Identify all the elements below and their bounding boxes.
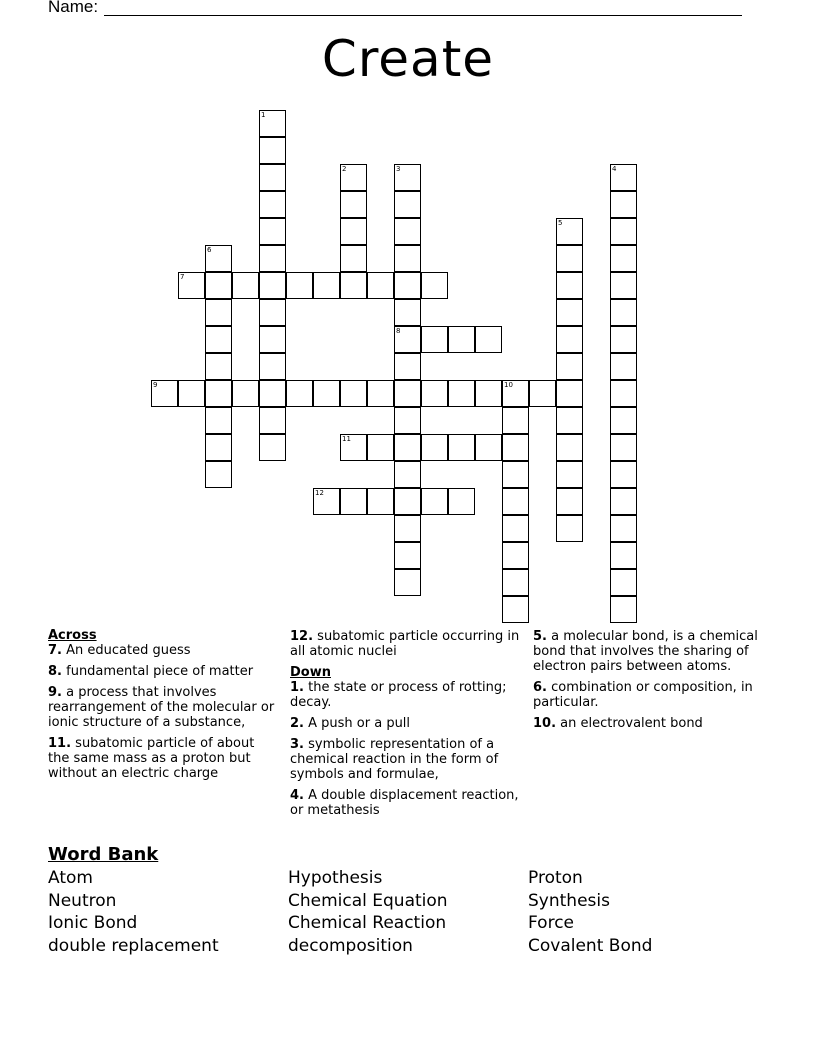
crossword-cell[interactable] xyxy=(259,353,286,380)
crossword-cell[interactable] xyxy=(610,407,637,434)
cell-number: 10 xyxy=(504,381,513,389)
crossword-cell[interactable] xyxy=(502,407,529,434)
clue-down-2 xyxy=(290,716,522,731)
crossword-cell[interactable] xyxy=(340,434,367,461)
clue-number: 5. xyxy=(533,629,547,644)
crossword-cell[interactable] xyxy=(205,299,232,326)
crossword-cell[interactable] xyxy=(178,380,205,407)
crossword-cell[interactable] xyxy=(340,272,367,299)
word-bank-item: Atom xyxy=(48,868,93,888)
crossword-cell[interactable] xyxy=(259,164,286,191)
crossword-cell[interactable] xyxy=(340,245,367,272)
crossword-cell[interactable] xyxy=(475,434,502,461)
crossword-cell[interactable] xyxy=(178,272,205,299)
crossword-cell[interactable] xyxy=(448,326,475,353)
word-bank-item: Ionic Bond xyxy=(48,913,138,933)
clue-number: 12. xyxy=(290,629,314,644)
crossword-cell[interactable] xyxy=(421,326,448,353)
crossword-cell[interactable] xyxy=(475,326,502,353)
cell-number: 9 xyxy=(153,381,158,389)
crossword-cell[interactable] xyxy=(394,380,421,407)
clue-number: 2. xyxy=(290,716,304,731)
crossword-cell[interactable] xyxy=(556,461,583,488)
crossword-cell[interactable] xyxy=(394,218,421,245)
crossword-cell[interactable] xyxy=(205,407,232,434)
crossword-cell[interactable] xyxy=(529,380,556,407)
clue-text: the state or process of rotting; decay. xyxy=(290,680,507,710)
crossword-cell[interactable] xyxy=(367,488,394,515)
crossword-cell[interactable] xyxy=(394,515,421,542)
crossword-cell[interactable] xyxy=(367,434,394,461)
crossword-cell[interactable] xyxy=(448,434,475,461)
word-bank-item: decomposition xyxy=(288,936,413,956)
crossword-cell[interactable] xyxy=(394,299,421,326)
crossword-cell[interactable] xyxy=(610,245,637,272)
crossword-cell[interactable] xyxy=(394,407,421,434)
crossword-cell[interactable] xyxy=(610,434,637,461)
crossword-cell[interactable] xyxy=(259,110,286,137)
clue-column-1 xyxy=(48,628,278,787)
crossword-cell[interactable] xyxy=(556,407,583,434)
crossword-cell[interactable] xyxy=(556,272,583,299)
word-bank-item: Proton xyxy=(528,868,583,888)
crossword-cell[interactable] xyxy=(556,515,583,542)
clue-number: 9. xyxy=(48,685,62,700)
word-bank-item: Neutron xyxy=(48,891,117,911)
crossword-cell[interactable] xyxy=(205,380,232,407)
crossword-cell[interactable] xyxy=(205,272,232,299)
crossword-cell[interactable] xyxy=(394,542,421,569)
cell-number: 8 xyxy=(396,327,401,335)
clue-down-10 xyxy=(533,716,768,731)
crossword-cell[interactable] xyxy=(205,461,232,488)
cell-number: 7 xyxy=(180,273,185,281)
crossword-cell[interactable] xyxy=(259,407,286,434)
crossword-cell[interactable] xyxy=(286,272,313,299)
clue-down-4 xyxy=(290,788,522,818)
clue-column-2 xyxy=(290,629,522,824)
crossword-cell[interactable] xyxy=(502,434,529,461)
word-bank-item: Force xyxy=(528,913,574,933)
crossword-cell[interactable] xyxy=(556,299,583,326)
crossword-cell[interactable] xyxy=(394,326,421,353)
crossword-cell[interactable] xyxy=(610,299,637,326)
crossword-cell[interactable] xyxy=(394,245,421,272)
crossword-cell[interactable] xyxy=(502,380,529,407)
cell-number: 2 xyxy=(342,165,347,173)
word-bank-item: Covalent Bond xyxy=(528,936,653,956)
word-bank-title: Word Bank xyxy=(48,844,159,865)
crossword-cell[interactable] xyxy=(610,191,637,218)
crossword-cell[interactable] xyxy=(556,434,583,461)
word-bank-item: Chemical Reaction xyxy=(288,913,447,933)
crossword-cell[interactable] xyxy=(502,515,529,542)
crossword-cell[interactable] xyxy=(556,326,583,353)
crossword-cell[interactable] xyxy=(421,434,448,461)
crossword-cell[interactable] xyxy=(610,488,637,515)
crossword-cell[interactable] xyxy=(610,461,637,488)
crossword-cell[interactable] xyxy=(610,164,637,191)
crossword-cell[interactable] xyxy=(394,272,421,299)
crossword-cell[interactable] xyxy=(340,191,367,218)
clue-down-5 xyxy=(533,629,768,674)
clue-text: symbolic representation of a chemical reaction in the form of symbols and formulae, xyxy=(290,737,499,782)
crossword-cell[interactable] xyxy=(259,245,286,272)
clue-column-3 xyxy=(533,629,768,737)
clue-text: An educated guess xyxy=(66,643,191,658)
crossword-cell[interactable] xyxy=(448,488,475,515)
crossword-cell[interactable] xyxy=(556,353,583,380)
name-label: Name: xyxy=(48,0,99,16)
word-bank-item: Synthesis xyxy=(528,891,610,911)
crossword-cell[interactable] xyxy=(259,380,286,407)
crossword-cell[interactable] xyxy=(394,434,421,461)
crossword-cell[interactable] xyxy=(340,218,367,245)
clue-number: 3. xyxy=(290,737,304,752)
crossword-cell[interactable] xyxy=(259,326,286,353)
crossword-cell[interactable] xyxy=(394,353,421,380)
crossword-cell[interactable] xyxy=(475,380,502,407)
crossword-cell[interactable] xyxy=(394,488,421,515)
cell-number: 11 xyxy=(342,435,351,443)
cell-number: 12 xyxy=(315,489,324,497)
clue-text: combination or composition, in particular. xyxy=(533,680,753,710)
clue-number: 10. xyxy=(533,716,557,731)
clue-number: 4. xyxy=(290,788,304,803)
crossword-cell[interactable] xyxy=(421,488,448,515)
cell-number: 3 xyxy=(396,165,401,173)
crossword-cell[interactable] xyxy=(232,272,259,299)
crossword-cell[interactable] xyxy=(610,515,637,542)
crossword-cell[interactable] xyxy=(502,569,529,596)
crossword-cell[interactable] xyxy=(313,272,340,299)
crossword-cell[interactable] xyxy=(205,434,232,461)
crossword-cell[interactable] xyxy=(556,218,583,245)
crossword-cell[interactable] xyxy=(610,596,637,623)
word-bank-item: double replacement xyxy=(48,936,219,956)
word-bank-item: Hypothesis xyxy=(288,868,383,888)
crossword-cell[interactable] xyxy=(259,218,286,245)
clue-text: an electrovalent bond xyxy=(560,716,703,731)
crossword-cell[interactable] xyxy=(556,488,583,515)
crossword-cell[interactable] xyxy=(286,380,313,407)
across-heading: Across xyxy=(48,628,97,643)
crossword-cell[interactable] xyxy=(340,164,367,191)
crossword-cell[interactable] xyxy=(610,569,637,596)
clue-across-11 xyxy=(48,736,278,781)
crossword-cell[interactable] xyxy=(610,326,637,353)
crossword-cell[interactable] xyxy=(259,137,286,164)
crossword-cell[interactable] xyxy=(151,380,178,407)
crossword-cell[interactable] xyxy=(313,380,340,407)
clue-text: subatomic particle occurring in all atomic nuclei xyxy=(290,629,520,659)
clue-text: a process that involves rearrangement of the molecular or ionic structure of a substance, xyxy=(48,685,275,730)
crossword-cell[interactable] xyxy=(394,461,421,488)
crossword-cell[interactable] xyxy=(340,380,367,407)
crossword-cell[interactable] xyxy=(205,326,232,353)
crossword-cell[interactable] xyxy=(502,542,529,569)
crossword-cell[interactable] xyxy=(313,488,340,515)
crossword-cell[interactable] xyxy=(259,191,286,218)
crossword-cell[interactable] xyxy=(205,353,232,380)
crossword-cell[interactable] xyxy=(394,569,421,596)
crossword-cell[interactable] xyxy=(232,380,259,407)
crossword-cell[interactable] xyxy=(421,272,448,299)
word-bank-item: Chemical Equation xyxy=(288,891,448,911)
crossword-cell[interactable] xyxy=(205,245,232,272)
clue-down-1 xyxy=(290,680,522,710)
clue-across-7 xyxy=(48,643,278,658)
crossword-cell[interactable] xyxy=(502,596,529,623)
down-heading: Down xyxy=(290,665,331,680)
crossword-cell[interactable] xyxy=(340,488,367,515)
clue-number: 7. xyxy=(48,643,62,658)
cell-number: 5 xyxy=(558,219,563,227)
crossword-cell[interactable] xyxy=(394,164,421,191)
clue-number: 1. xyxy=(290,680,304,695)
crossword-cell[interactable] xyxy=(556,245,583,272)
crossword-cell[interactable] xyxy=(610,353,637,380)
crossword-cell[interactable] xyxy=(610,542,637,569)
crossword-cell[interactable] xyxy=(259,272,286,299)
crossword-cell[interactable] xyxy=(502,461,529,488)
crossword-cell[interactable] xyxy=(259,299,286,326)
cell-number: 4 xyxy=(612,165,617,173)
clue-down-6 xyxy=(533,680,768,710)
crossword-cell[interactable] xyxy=(367,380,394,407)
clue-number: 8. xyxy=(48,664,62,679)
crossword-cell[interactable] xyxy=(448,380,475,407)
clue-text: A push or a pull xyxy=(308,716,411,731)
clue-across-12 xyxy=(290,629,522,659)
crossword-cell[interactable] xyxy=(394,191,421,218)
page-title: Create xyxy=(321,30,495,88)
clue-across-9 xyxy=(48,685,278,730)
clue-down-3 xyxy=(290,737,522,782)
clue-text: a molecular bond, is a chemical bond that involves the sharing of electron pairs between atoms. xyxy=(533,629,758,674)
crossword-cell[interactable] xyxy=(556,380,583,407)
crossword-cell[interactable] xyxy=(610,218,637,245)
clue-number: 6. xyxy=(533,680,547,695)
crossword-cell[interactable] xyxy=(610,380,637,407)
cell-number: 1 xyxy=(261,111,266,119)
clue-number: 11. xyxy=(48,736,72,751)
clue-text: A double displacement reaction, or metathesis xyxy=(290,788,519,818)
crossword-cell[interactable] xyxy=(610,272,637,299)
clue-text: subatomic particle of about the same mass as a proton but without an electric charge xyxy=(48,736,255,781)
crossword-cell[interactable] xyxy=(502,488,529,515)
crossword-cell[interactable] xyxy=(421,380,448,407)
clue-across-8 xyxy=(48,664,278,679)
crossword-cell[interactable] xyxy=(367,272,394,299)
cell-number: 6 xyxy=(207,246,212,254)
clue-text: fundamental piece of matter xyxy=(66,664,254,679)
crossword-cell[interactable] xyxy=(259,434,286,461)
